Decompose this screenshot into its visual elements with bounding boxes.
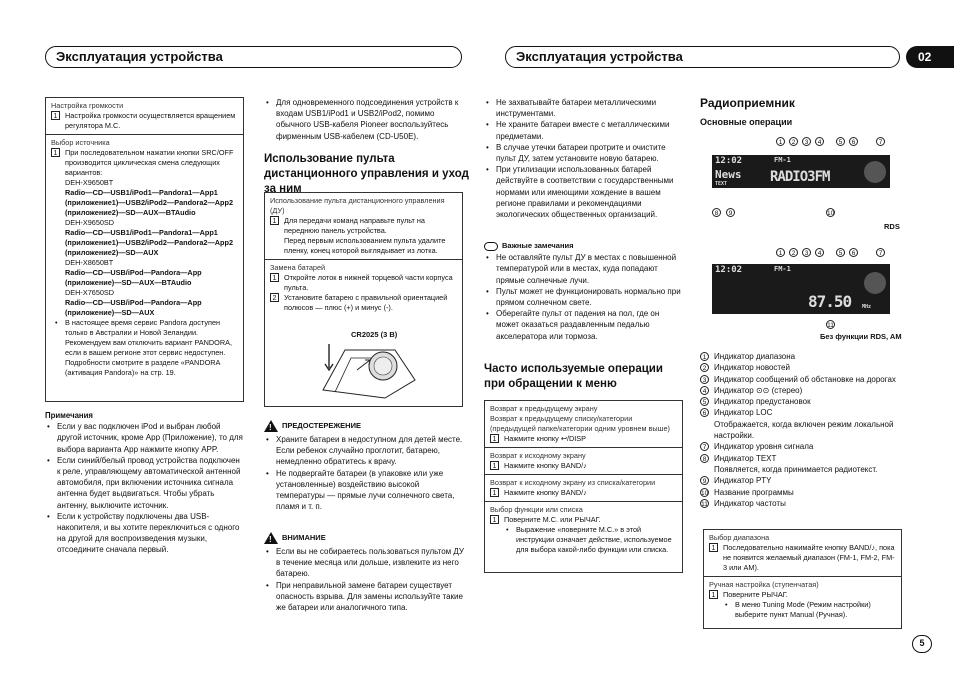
ops-step: Нажмите кнопку ↩/DISP xyxy=(504,434,587,443)
ops-label: Выбор функции или списка xyxy=(490,505,583,514)
attention-title: ВНИМАНИЕ xyxy=(282,533,326,542)
caution-item: • Не подвергайте батареи (в упаковке или уже установленные) воздействию высокой температуры — прямые лучи солнечного света, пламя и т. п. xyxy=(264,468,464,513)
caution-block xyxy=(264,420,464,512)
tuning-label: Ручная настройка (ступенчатая) xyxy=(709,580,819,589)
bullet-item: • В случае утечки батареи протрите и очистите пульт ДУ, затем установите новую батарею. xyxy=(484,142,684,164)
ops-step: Нажмите кнопку BAND/♪ xyxy=(504,461,587,470)
callout-5: 5 xyxy=(836,248,845,257)
important-item: • Не оставляйте пульт ДУ в местах с повышенной температурой или в местах, куда попадают прямые солнечные лучи. xyxy=(484,252,684,286)
step-number: 1 xyxy=(490,434,499,443)
callouts-top-2 xyxy=(776,248,888,258)
battery-label: Замена батарей xyxy=(270,263,326,272)
usb-note-text: • Для одновременного подсоединения устройств к входам USB1/iPod1 и USB2/iPod2, помимо обычного USB-кабеля Pioneer воспользуйтесь фирменным USB-кабелем (CD-U50E). xyxy=(264,97,464,142)
important-block xyxy=(484,240,684,342)
legend-number: 9 xyxy=(700,476,709,485)
ops-back-section xyxy=(485,401,682,448)
volume-step: Настройка громкости осуществляется вращением регулятора M.C. xyxy=(65,111,236,130)
lcd-frequency: 87.50 xyxy=(808,292,852,311)
section-header-right xyxy=(505,46,900,68)
section-title-right: Эксплуатация устройства xyxy=(516,49,683,64)
band-step: Последовательно нажимайте кнопку BAND/♪, пока не появится желаемый диапазон (FM-1, FM-2, FM-3 или AM). xyxy=(723,543,895,572)
callout-2: 2 xyxy=(789,248,798,257)
battery-section xyxy=(265,260,462,406)
lcd-display-am xyxy=(712,264,890,314)
band-section xyxy=(704,530,901,577)
tuning-step: Поверните РЫЧАГ. xyxy=(723,590,788,599)
tuning-note: • В меню Tuning Mode (Режим настройки) выберите пункт Manual (Ручная). xyxy=(723,600,896,620)
caution-title: ПРЕДОСТЕРЕЖЕНИЕ xyxy=(282,421,361,430)
chapter-number: 02 xyxy=(918,50,932,64)
notes-title: Примечания xyxy=(45,411,93,420)
legend-text: Появляется, когда принимается радиотекст. xyxy=(714,464,878,474)
legend-number: 3 xyxy=(700,375,709,384)
legend-item xyxy=(700,362,905,373)
lcd-signal-icon xyxy=(864,161,886,183)
legend-item xyxy=(700,374,905,385)
legend-item xyxy=(700,385,905,396)
warning-icon xyxy=(264,532,278,544)
legend-item xyxy=(700,464,905,475)
callout-11: 11 xyxy=(827,322,834,329)
volume-label: Настройка громкости xyxy=(51,101,124,110)
rds-label: RDS xyxy=(884,222,900,231)
lcd-clock: 12:02 xyxy=(715,265,743,275)
legend-number: 4 xyxy=(700,386,709,395)
remote-title: Использование пульта дистанционного управления и уход за ним xyxy=(264,153,469,195)
remote-use-extra: Перед первым использованием пульта удалите пленку, конец которой выглядывает из лотка. xyxy=(284,236,446,255)
notes-block xyxy=(45,410,245,556)
battery-type-label: CR2025 (3 В) xyxy=(351,330,398,339)
legend-item xyxy=(700,487,905,498)
usb-note xyxy=(264,97,464,142)
step-number: 1 xyxy=(51,111,60,120)
callout-4: 4 xyxy=(815,137,824,146)
legend-number: 11 xyxy=(701,500,708,508)
callout-6: 6 xyxy=(849,248,858,257)
legend-number: 8 xyxy=(700,454,709,463)
source-section xyxy=(46,135,243,381)
indicator-legend xyxy=(700,351,905,509)
note-item: • Если у вас подключен iPod и выбран любой другой источник, кроме App (Приложение), то для выбора варианта App нажмите кнопку APP. xyxy=(45,421,245,455)
callout-7: 7 xyxy=(876,248,885,257)
step-number: 1 xyxy=(270,216,279,225)
legend-text: Отображается, когда включен режим локальной настройки. xyxy=(714,419,894,441)
legend-text: Индикатор TEXT xyxy=(714,453,777,463)
callout-3: 3 xyxy=(802,248,811,257)
legend-text: Индикатор диапазона xyxy=(714,352,796,361)
step-number: 1 xyxy=(709,590,718,599)
attention-item: • При неправильной замене батареи существует опасность взрыва. Для замены используйте такие же батареи или аналогичного типа. xyxy=(264,580,464,614)
callout-5: 5 xyxy=(836,137,845,146)
legend-text: Индикатор новостей xyxy=(714,363,790,373)
callout-6: 6 xyxy=(849,137,858,146)
legend-text: Индикатор LOC xyxy=(714,408,773,418)
legend-item xyxy=(700,441,905,452)
remote-use-label: Использование пульта дистанционного управления (ДУ) xyxy=(270,196,445,215)
ops-label: Возврат к предыдущему списку/категории (предыдущей папке/категории одним уровнем выше) xyxy=(490,414,670,433)
ops-note: • Выражение «поверните M.C.» в этой инструкции означает действие, используемое для выбора какой-либо функции или списка. xyxy=(504,525,677,555)
volume-section xyxy=(46,98,243,135)
source-label: Выбор источника xyxy=(51,138,110,147)
callout-8: 8 xyxy=(712,208,721,217)
legend-item xyxy=(700,407,905,418)
step-number: 1 xyxy=(490,488,499,497)
remote-battery-illustration xyxy=(315,340,425,400)
lcd-program-name: RADIO3FM xyxy=(770,169,830,185)
ops-label: Возврат к исходному экрану из списка/категории xyxy=(490,478,656,487)
lcd-clock: 12:02 xyxy=(715,156,743,166)
model-name: DEH-X9650SD xyxy=(65,218,115,227)
source-sequence: Radio—CD—USB/iPod—Pandora—App (приложение)—SD—AUX—BTAudio xyxy=(65,268,202,287)
model-name: DEH-X9650BT xyxy=(65,178,114,187)
basic-ops-title: Основные операции xyxy=(700,117,793,127)
callout-1: 1 xyxy=(776,137,785,146)
chapter-tab xyxy=(906,46,954,68)
legend-text: Индикатор предустановок xyxy=(714,397,811,407)
lcd-band: FM-1 xyxy=(774,156,791,164)
ops-box xyxy=(484,400,683,573)
legend-number: 6 xyxy=(700,408,709,417)
lcd-frequency-unit: MHz xyxy=(862,304,872,310)
battery-step: Установите батарею с правильной ориентацией полюсов — плюс (+) и минус (-). xyxy=(284,293,448,312)
lcd-band: FM-1 xyxy=(774,265,791,273)
callout-9: 9 xyxy=(726,208,735,217)
callout-1: 1 xyxy=(776,248,785,257)
lcd-news: News xyxy=(715,168,742,181)
callout-2: 2 xyxy=(789,137,798,146)
ops-home-section xyxy=(485,448,682,475)
caution-item: • Храните батареи в недоступном для детей месте. Если ребенок случайно проглотит, батарею, немедленно обратитесь к врачу. xyxy=(264,434,464,468)
pandora-note: • В настоящее время сервис Pandora доступен только в Австралии и Новой Зеландии. Рекомендуем вам отключить вариант PANDORA, если в вашем регионе этот сервис недоступен. Подробности смотрите в разделе «PANDORA (активация Pandora)» на стр. 19. xyxy=(53,318,238,378)
step-number: 1 xyxy=(51,148,60,157)
callout-7: 7 xyxy=(876,137,885,146)
radio-title: Радиоприемник xyxy=(700,96,795,110)
section-header-left xyxy=(45,46,462,68)
tuning-section xyxy=(704,577,901,623)
step-number: 1 xyxy=(490,461,499,470)
callout-3: 3 xyxy=(802,137,811,146)
legend-number: 10 xyxy=(701,489,709,497)
callout-4: 4 xyxy=(815,248,824,257)
important-item: • Оберегайте пульт от падения на пол, где он может оказаться раздавленным педалью акселератора или тормоза. xyxy=(484,308,684,342)
remote-box xyxy=(264,192,463,407)
band-label: Выбор диапазона xyxy=(709,533,770,542)
note-item: • Если к устройству подключены два USB-накопителя, и вы хотите переключиться с одного на другой для воспроизведения музыки, отсоедините сначала первый. xyxy=(45,511,245,556)
note-item: • Если синий/белый провод устройства подключен к реле, управляющему автоматической антенной автомобиля, при включении источника сигнала антенна будет выдвигаться. Чтобы убрать антенну, выключите источник. xyxy=(45,455,245,511)
legend-item xyxy=(700,475,905,486)
lcd-text: TEXT xyxy=(715,181,728,187)
important-item: • Пульт может не функционировать нормально при прямом солнечном свете. xyxy=(484,286,684,308)
step-number: 1 xyxy=(490,515,499,524)
step-number: 1 xyxy=(709,543,718,552)
legend-text: Индикатор ⊙⊙ (стерео) xyxy=(714,385,803,395)
remote-use-step: Для передачи команд направьте пульт на переднюю панель устройства. xyxy=(284,216,425,235)
legend-text: Название программы xyxy=(714,487,794,497)
legend-number: 5 xyxy=(700,397,709,406)
ops-label: Возврат к предыдущему экрану xyxy=(490,404,598,413)
volume-source-box xyxy=(45,97,244,402)
bullet-item: • При утилизации использованных батарей действуйте в соответствии с государственными нормами или имеющими хождение в вашем регионе правилами и рекомендациями экологических общественных организаций. xyxy=(484,164,684,220)
ops-step: Нажмите кнопку BAND/♪ xyxy=(504,488,587,497)
remote-use-section xyxy=(265,193,462,260)
source-sequence: Radio—CD—USB/iPod—Pandora—App (приложение)—SD—AUX xyxy=(65,298,202,317)
legend-text: Индикатор уровня сигнала xyxy=(714,442,814,452)
battery-step: Откройте лоток в нижней торцевой части корпуса пульта. xyxy=(284,273,453,292)
legend-item xyxy=(700,453,905,464)
step-number: 2 xyxy=(270,293,279,302)
important-title: Важные замечания xyxy=(502,241,574,250)
source-sequence: Radio—CD—USB1/iPod1—Pandora1—App1 (приложение1)—USB2/iPod2—Pandora2—App2 (приложение2)—SD—AUX xyxy=(65,228,233,257)
legend-item xyxy=(700,419,905,442)
ops-label: Возврат к исходному экрану xyxy=(490,451,586,460)
model-name: DEH-X8650BT xyxy=(65,258,114,267)
no-rds-label: Без функции RDS, AM xyxy=(820,332,902,341)
legend-text: Индикатор PTY xyxy=(714,476,772,486)
ops-select-section xyxy=(485,502,682,558)
legend-text: Индикатор сообщений об обстановке на дорогах xyxy=(714,374,896,384)
legend-item xyxy=(700,351,905,362)
lcd-signal-icon xyxy=(864,272,886,294)
source-step: При последовательном нажатии кнопки SRC/OFF производится циклическая смена следующих вариантов: xyxy=(65,148,234,177)
bullet-item: • Не храните батареи вместе с металлическими предметами. xyxy=(484,119,684,141)
bullet-item: • Не захватывайте батареи металлическими инструментами. xyxy=(484,97,684,119)
ops-step: Поверните M.C. или РЫЧАГ. xyxy=(504,515,601,524)
lcd-display-rds xyxy=(712,155,890,188)
page-number: 5 xyxy=(912,635,932,653)
warning-icon xyxy=(264,420,278,432)
callouts-bottom xyxy=(712,208,842,218)
attention-item: • Если вы не собираетесь пользоваться пультом ДУ в течение месяца или дольше, извлеките из него батарею. xyxy=(264,546,464,580)
band-tuning-box xyxy=(703,529,902,629)
source-sequence: Radio—CD—USB1/iPod1—Pandora1—App1 (приложение1)—USB2/iPod2—Pandora2—App2 (приложение2)—SD—AUX—BTAudio xyxy=(65,188,233,217)
step-number: 1 xyxy=(270,273,279,282)
attention-block xyxy=(264,532,464,613)
section-title-left: Эксплуатация устройства xyxy=(56,49,223,64)
model-name: DEH-X7650SD xyxy=(65,288,115,297)
legend-item xyxy=(700,396,905,407)
battery-bullets xyxy=(484,97,684,220)
callouts-top-1 xyxy=(776,137,888,147)
ops-title: Часто используемые операции при обращении к меню xyxy=(484,363,663,390)
callout-10: 10 xyxy=(827,210,835,217)
important-icon xyxy=(484,242,498,251)
legend-number: 2 xyxy=(700,363,709,372)
legend-text: Индикатор частоты xyxy=(714,498,786,508)
ops-home-list-section xyxy=(485,475,682,502)
legend-number: 1 xyxy=(700,352,709,361)
legend-number: 7 xyxy=(700,442,709,451)
legend-item xyxy=(700,498,905,509)
